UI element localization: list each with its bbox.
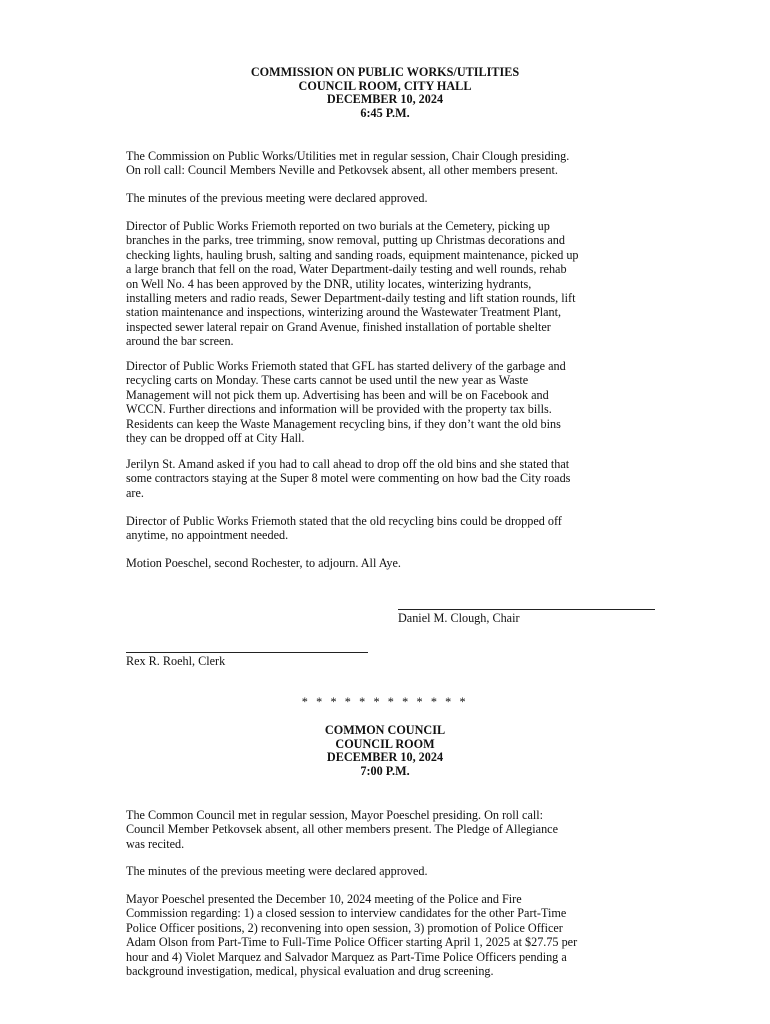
text-line: Motion Poeschel, second Rochester, to adjourn. All Aye. — [126, 556, 401, 570]
commission-heading-line: 6:45 P.M. — [360, 105, 410, 120]
garbage-carts-paragraph — [126, 359, 706, 445]
council-heading-line: 7:00 P.M. — [360, 763, 410, 778]
text-line: Commission regarding: 1) a closed session to interview candidates for the other Part-Time — [126, 906, 567, 921]
text-line: Director of Public Works Friemoth stated that the old recycling bins could be dropped off — [126, 514, 562, 528]
text-line: installing meters and radio reads, Sewer Department-daily testing and lift station rounds, lift — [126, 291, 576, 306]
council-heading-line: COUNCIL ROOM — [335, 736, 435, 751]
commission-roll-call-paragraph — [126, 149, 706, 178]
text-line: they can be dropped off at City Hall. — [126, 431, 305, 446]
text-line: checking lights, hauling brush, salting and sanding roads, equipment maintenance, picked up — [126, 247, 579, 262]
text-line: The minutes of the previous meeting were declared approved. — [126, 864, 428, 878]
council-heading-line: COMMON COUNCIL — [324, 723, 446, 737]
commission-heading — [0, 66, 770, 120]
public-works-report-paragraph — [126, 219, 706, 349]
old-bins-question-paragraph — [126, 457, 706, 500]
adjourn-motion-paragraph — [126, 556, 706, 570]
text-line: inspected sewer lateral repair on Grand Avenue, finished installation of portable shelter — [126, 319, 551, 334]
chair-signature-name: Daniel M. Clough, Chair — [398, 611, 520, 625]
text-line: recycling carts on Monday. These carts cannot be used until the new year as Waste — [126, 373, 529, 388]
text-line: on Well No. 4 has been approved by the DNR, utility locates, winterizing hydrants, — [126, 276, 532, 291]
clerk-signature-name: Rex R. Roehl, Clerk — [126, 654, 226, 668]
clerk-signature-line — [126, 652, 368, 653]
section-separator: * * * * * * * * * * * * — [301, 695, 469, 709]
text-line: a large branch that fell on the road, Water Department-daily testing and well rounds, rehab — [126, 262, 567, 277]
commission-heading-line: COUNCIL ROOM, CITY HALL — [298, 78, 472, 93]
text-line: Director of Public Works Friemoth stated that GFL has started delivery of the garbage and — [126, 359, 566, 373]
text-line: anytime, no appointment needed. — [126, 528, 289, 543]
police-fire-commission-paragraph — [126, 892, 706, 978]
bins-dropoff-paragraph — [126, 514, 706, 543]
council-roll-call-paragraph — [126, 808, 706, 851]
chair-signature-line — [398, 609, 655, 610]
text-line: Director of Public Works Friemoth reported on two burials at the Cemetery, picking up — [126, 219, 550, 233]
commission-heading-line: DECEMBER 10, 2024 — [326, 92, 444, 107]
text-line: On roll call: Council Members Neville and Petkovsek absent, all other members present. — [126, 163, 558, 178]
text-line: Council Member Petkovsek absent, all other members present. The Pledge of Allegiance — [126, 822, 558, 837]
council-heading — [0, 724, 770, 778]
commission-minutes-paragraph — [126, 191, 706, 205]
commission-heading-line: COMMISSION ON PUBLIC WORKS/UTILITIES — [250, 65, 520, 79]
text-line: Adam Olson from Part-Time to Full-Time Police Officer starting April 1, 2025 at $27.75 per — [126, 935, 578, 950]
text-line: Residents can keep the Waste Management recycling bins, if they don’t want the old bins — [126, 416, 561, 431]
text-line: branches in the parks, tree trimming, snow removal, putting up Christmas decorations and — [126, 233, 565, 248]
text-line: background investigation, medical, physical evaluation and drug screening. — [126, 964, 494, 979]
text-line: The Commission on Public Works/Utilities met in regular session, Chair Clough presiding. — [126, 149, 570, 163]
text-line: Jerilyn St. Amand asked if you had to call ahead to drop off the old bins and she stated that — [126, 457, 570, 471]
text-line: The minutes of the previous meeting were declared approved. — [126, 191, 428, 205]
council-heading-line: DECEMBER 10, 2024 — [326, 750, 444, 765]
text-line: WCCN. Further directions and information will be provided with the property tax bills. — [126, 402, 552, 417]
text-line: around the bar screen. — [126, 334, 234, 349]
text-line: hour and 4) Violet Marquez and Salvador Marquez as Part-Time Police Officers pending a — [126, 949, 567, 964]
text-line: are. — [126, 485, 144, 500]
council-minutes-paragraph — [126, 864, 706, 878]
text-line: Management will not pick them up. Advertising has been and will be on Facebook and — [126, 387, 549, 402]
text-line: Police Officer positions, 2) reconvening into open session, 3) promotion of Police Officer — [126, 920, 563, 935]
text-line: was recited. — [126, 836, 185, 851]
text-line: station maintenance and inspections, winterizing around the Wastewater Treatment Plant, — [126, 305, 562, 320]
text-line: The Common Council met in regular session, Mayor Poeschel presiding. On roll call: — [126, 808, 544, 822]
text-line: Mayor Poeschel presented the December 10, 2024 meeting of the Police and Fire — [126, 892, 522, 906]
text-line: some contractors staying at the Super 8 motel were commenting on how bad the City roads — [126, 471, 571, 486]
